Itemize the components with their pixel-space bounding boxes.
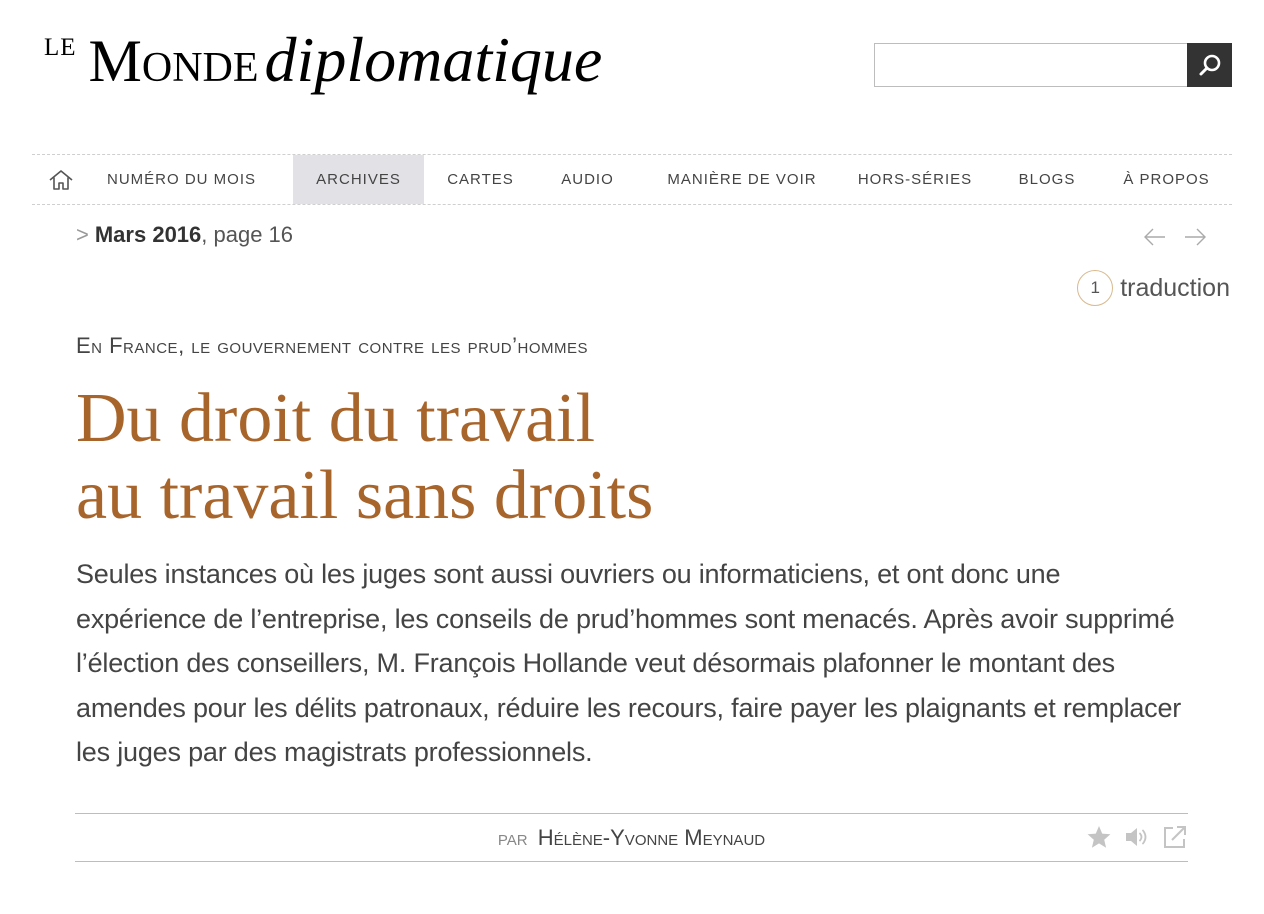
nav-item-cartes[interactable]: CARTES [447,171,514,188]
breadcrumb-marker: > [76,222,89,247]
share-icon [1162,824,1188,850]
byline-author [75,814,1188,862]
nav-item-blogs[interactable]: BLOGS [1018,171,1076,188]
breadcrumb-page: , page 16 [201,222,294,247]
article-title [76,380,1176,534]
search-button[interactable] [1187,43,1232,87]
article-title-line-2: au travail sans droits [76,457,654,534]
prev-article-button[interactable] [1143,226,1167,248]
byline [75,813,1188,862]
favorite-button[interactable] [1086,824,1112,850]
article-tools [1086,824,1188,850]
article-title-line-1: Du droit du travail [76,380,596,457]
nav-home[interactable] [48,169,74,191]
arrow-left-icon [1143,226,1167,248]
logo-le: LE [44,34,77,61]
author-link[interactable]: Hélène-Yvonne Meynaud [537,825,766,850]
nav-item-a-propos[interactable]: À PROPOS [1123,171,1210,188]
main-nav [32,154,1232,205]
translation-link[interactable] [1077,270,1230,306]
nav-item-audio[interactable]: AUDIO [561,171,614,188]
search-form [874,43,1232,87]
home-icon [48,169,74,191]
logo-monde: Monde [88,28,259,94]
breadcrumb [76,222,293,248]
article-kicker: En France, le gouvernement contre les prud’hommes [76,333,589,358]
search-input[interactable] [874,43,1187,87]
site-logo[interactable] [44,24,603,95]
translation-count-badge: 1 [1077,270,1113,306]
arrow-right-icon [1183,226,1207,248]
search-icon [1197,52,1223,78]
article-lede: Seules instances où les juges sont aussi ouvriers ou informaticiens, et ont donc une expérience de l’entreprise, les conseils de prud’hommes sont menacés. Après avoir supprimé l’élection des conseillers, M. François Hollande veut désormais plafonner le montant des amendes pour les délits patronaux, réduire les recours, faire payer les plaignants et remplacer les juges par des magistrats professionnels. [76,559,1182,767]
article-pager [1143,226,1209,248]
star-icon [1086,824,1112,850]
listen-button[interactable] [1124,824,1150,850]
nav-item-numero-du-mois[interactable]: NUMÉRO DU MOIS [107,171,256,188]
logo-diplomatique: diplomatique [264,24,603,95]
share-button[interactable] [1162,824,1188,850]
speaker-icon [1124,824,1150,850]
byline-par: par [497,827,528,850]
nav-item-maniere-de-voir[interactable]: MANIÈRE DE VOIR [667,171,817,188]
nav-item-hors-series[interactable]: HORS-SÉRIES [857,171,973,188]
nav-item-archives[interactable]: ARCHIVES [293,155,424,204]
next-article-button[interactable] [1183,226,1207,248]
translation-label: traduction [1120,273,1230,302]
breadcrumb-issue-link[interactable]: Mars 2016 [94,222,202,247]
